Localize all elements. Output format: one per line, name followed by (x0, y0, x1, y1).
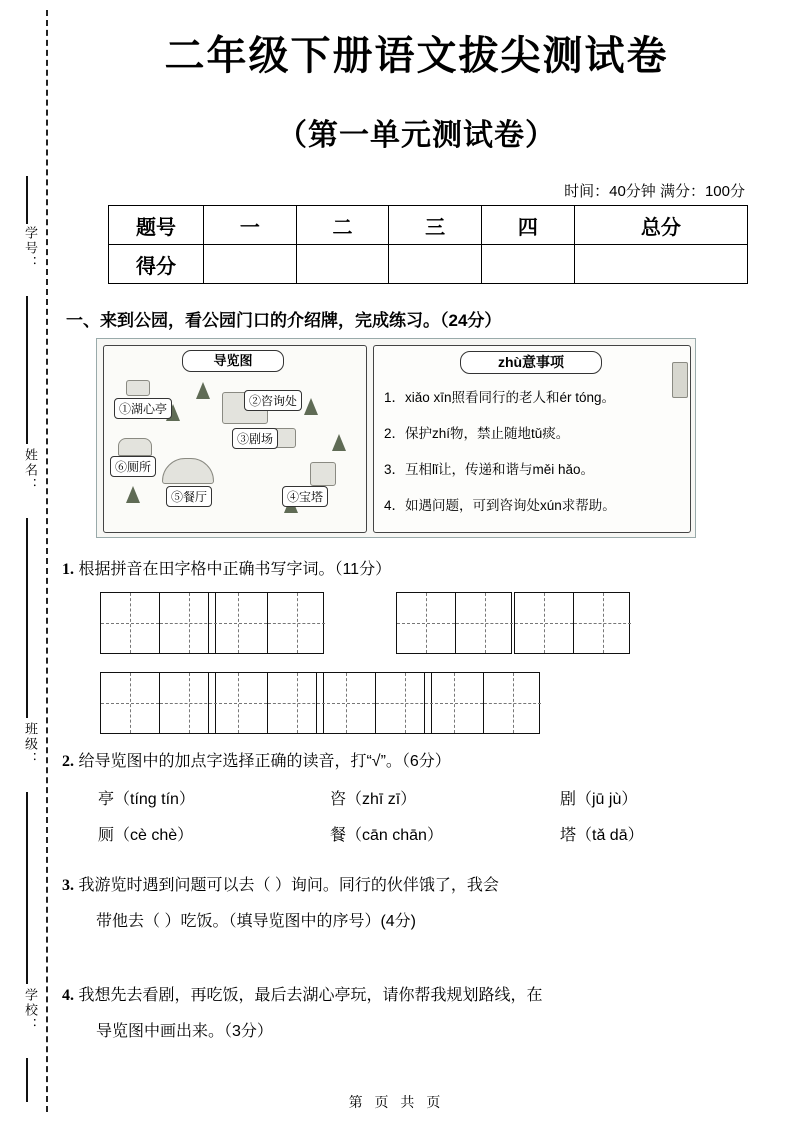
tree-icon (126, 486, 140, 503)
score-table-col-total: 总分 (574, 206, 747, 245)
margin-rule-4 (26, 792, 28, 984)
score-table-row-label: 题号 (109, 206, 204, 245)
question-1-number: 1. (62, 561, 74, 578)
page-subtitle: （第一单元测试卷） (277, 119, 556, 152)
question-2-number: 2. (62, 753, 74, 770)
margin-rule-3 (26, 518, 28, 718)
score-cell-2[interactable] (296, 245, 389, 284)
tianzige-grid[interactable] (396, 592, 512, 654)
map-tag-1: ①湖心亭 (114, 398, 172, 419)
question-1-text: 根据拼音在田字格中正确书写字词。（11分） (78, 561, 392, 578)
tianzige-grid[interactable] (514, 592, 630, 654)
notice-line-1: 1．xiǎo xīn照看同行的老人和ér tóng。 (384, 390, 616, 405)
map-shape-pavilion (126, 380, 150, 396)
margin-label-name: 姓名： (23, 448, 38, 493)
question-4 (62, 982, 542, 1005)
grid-cell[interactable] (209, 673, 267, 733)
grid-cell[interactable] (101, 673, 159, 733)
margin-label-class: 班级： (23, 722, 38, 767)
question-2-choice-6[interactable]: 塔（tǎ dā） (560, 827, 644, 844)
map-tag-3: ③剧场 (232, 428, 278, 449)
grid-cell[interactable] (209, 593, 267, 653)
park-map (103, 345, 367, 533)
page-title: 二年级下册语文拔尖测试卷 (164, 34, 669, 78)
grid-cell[interactable] (317, 673, 375, 733)
notice-line-4: 4．如遇问题，可到咨询处xún求帮助。 (384, 498, 616, 513)
notice-line-2: 2．保护zhí物，禁止随地tǔ痰。 (384, 426, 570, 441)
map-title: 导览图 (182, 350, 284, 372)
question-3-line-1: 我游览时遇到问题可以去（ ）询问。同行的伙伴饿了，我会 (78, 877, 499, 894)
notice-board (373, 345, 691, 533)
map-tag-4: ④宝塔 (282, 486, 328, 507)
question-3 (62, 872, 499, 895)
question-4-line-1: 我想先去看剧，再吃饭，最后去湖心亭玩，请你帮我规划路线，在 (78, 987, 543, 1004)
notice-line-3: 3．互相lǐ让，传递和谐与měi hǎo。 (384, 462, 595, 477)
grid-cell[interactable] (483, 673, 541, 733)
section-heading: 一、来到公园，看公园门口的介绍牌，完成练习。（24分） (66, 311, 502, 330)
tianzige-grid[interactable] (424, 672, 540, 734)
exam-info: 时间：40分钟 满分：100分 (564, 183, 745, 200)
tianzige-grid[interactable] (100, 592, 216, 654)
score-cell-total[interactable] (574, 245, 747, 284)
grid-cell[interactable] (267, 593, 325, 653)
score-cell-4[interactable] (482, 245, 575, 284)
question-2-choice-1[interactable]: 亭（tíng tín） (98, 791, 195, 808)
margin-rule-2 (26, 296, 28, 444)
tree-icon (304, 398, 318, 415)
map-shape-restaurant (162, 458, 214, 484)
map-shape-pagoda (310, 462, 336, 486)
question-3-number: 3. (62, 877, 74, 894)
question-2-choice-3[interactable]: 剧（jū jù） (560, 791, 638, 808)
question-2 (62, 748, 451, 771)
tianzige-grid[interactable] (208, 672, 324, 734)
grid-cell[interactable] (515, 593, 573, 653)
question-2-choice-2[interactable]: 咨（zhī zī） (330, 791, 417, 808)
question-4-line-2: 导览图中画出来。（3分） (96, 1023, 273, 1040)
grid-cell[interactable] (425, 673, 483, 733)
table-row (109, 206, 748, 245)
map-tag-5: ⑤餐厅 (166, 486, 212, 507)
score-table-col-1: 一 (204, 206, 297, 245)
grid-cell[interactable] (101, 593, 159, 653)
fold-dashed-line (46, 10, 48, 1112)
score-cell-3[interactable] (389, 245, 482, 284)
question-1 (62, 556, 391, 579)
score-table-col-2: 二 (296, 206, 389, 245)
tree-icon (196, 382, 210, 399)
park-illustration (96, 338, 696, 538)
score-table (108, 205, 748, 284)
question-2-text: 给导览图中的加点字选择正确的读音，打“√”。（6分） (78, 753, 451, 770)
score-cell-1[interactable] (204, 245, 297, 284)
tianzige-grid[interactable] (208, 592, 324, 654)
margin-label-student-id: 学号： (23, 226, 38, 271)
question-3-line-2: 带他去（ ）吃饭。（填导览图中的序号）(4分) (96, 913, 417, 930)
margin-label-school: 学校： (23, 988, 38, 1033)
score-table-col-3: 三 (389, 206, 482, 245)
grid-cell[interactable] (573, 593, 631, 653)
question-2-choice-5[interactable]: 餐（cān chān） (330, 827, 443, 844)
grid-cell[interactable] (397, 593, 455, 653)
score-table-row-label-score: 得分 (109, 245, 204, 284)
notice-title: zhù意事项 (460, 351, 602, 374)
score-table-col-4: 四 (482, 206, 575, 245)
map-shape-restroom (118, 438, 152, 456)
question-2-choice-4[interactable]: 厕（cè chè） (98, 827, 194, 844)
map-tag-2: ②咨询处 (244, 390, 302, 411)
page-footer: 第 页 共 页 (348, 1094, 445, 1110)
table-row (109, 245, 748, 284)
map-tag-6: ⑥厕所 (110, 456, 156, 477)
tianzige-grid[interactable] (100, 672, 216, 734)
tianzige-grid[interactable] (316, 672, 432, 734)
tree-icon (332, 434, 346, 451)
margin-rule-1 (26, 176, 28, 224)
question-4-number: 4. (62, 987, 74, 1004)
grid-cell[interactable] (455, 593, 513, 653)
